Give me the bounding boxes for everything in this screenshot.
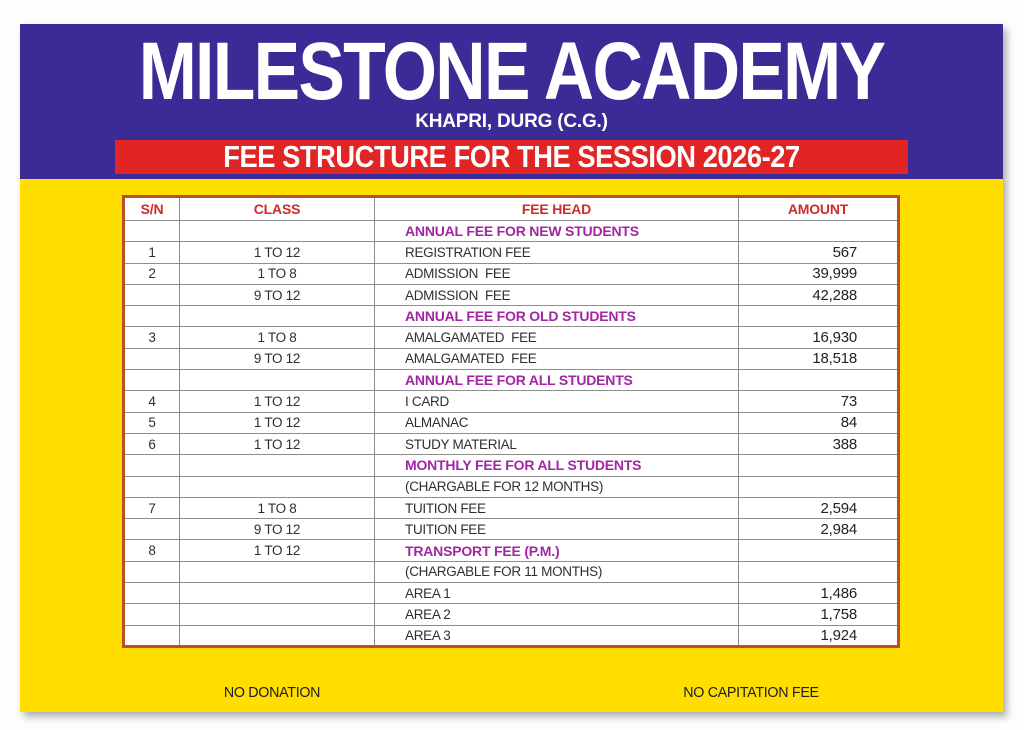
cell-amount: 2,594 [739, 497, 899, 518]
fee-table-row [124, 561, 899, 582]
cell-amount [739, 561, 899, 582]
cell-sn: 3 [124, 327, 180, 348]
fee-table-row [124, 497, 899, 518]
fee-table-row [124, 391, 899, 412]
school-location: KHAPRI, DURG (C.G.) [415, 111, 608, 132]
cell-sn [124, 561, 180, 582]
cell-fee-head: ADMISSION FEE [375, 284, 739, 305]
cell-fee-head: ALMANAC [375, 412, 739, 433]
no-donation-note: NO DONATION [223, 684, 321, 701]
cell-fee-head: (CHARGABLE FOR 12 MONTHS) [375, 476, 739, 497]
column-header-class: CLASS [180, 197, 375, 221]
fee-table-header-row [124, 197, 899, 221]
cell-sn: 6 [124, 433, 180, 454]
cell-class [180, 455, 375, 476]
cell-amount: 567 [739, 242, 899, 263]
cell-class: 1 TO 12 [180, 242, 375, 263]
cell-class: 1 TO 8 [180, 263, 375, 284]
cell-class [180, 625, 375, 646]
cell-class: 1 TO 12 [180, 391, 375, 412]
cell-class: 1 TO 12 [180, 412, 375, 433]
cell-fee-head: AREA 2 [375, 604, 739, 625]
session-banner-text: FEE STRUCTURE FOR THE SESSION 2026-27 [223, 139, 800, 174]
session-banner [115, 140, 908, 174]
fee-table-row [124, 263, 899, 284]
fee-table-row [124, 370, 899, 391]
fee-table [122, 195, 900, 648]
header-band [20, 24, 1003, 179]
cell-class [180, 370, 375, 391]
cell-fee-head: TUITION FEE [375, 519, 739, 540]
fee-table-row [124, 540, 899, 561]
cell-sn [124, 348, 180, 369]
cell-fee-head: I CARD [375, 391, 739, 412]
cell-sn: 5 [124, 412, 180, 433]
fee-table-row [124, 604, 899, 625]
cell-fee-head: REGISTRATION FEE [375, 242, 739, 263]
cell-amount [739, 306, 899, 327]
cell-amount [739, 476, 899, 497]
cell-class [180, 306, 375, 327]
cell-fee-head: MONTHLY FEE FOR ALL STUDENTS [375, 455, 739, 476]
fee-structure-poster [20, 24, 1003, 712]
cell-amount [739, 540, 899, 561]
cell-sn [124, 455, 180, 476]
column-header-amount: AMOUNT [739, 197, 899, 221]
cell-amount [739, 221, 899, 242]
cell-class [180, 583, 375, 604]
fee-table-row [124, 306, 899, 327]
cell-fee-head: STUDY MATERIAL [375, 433, 739, 454]
cell-amount: 388 [739, 433, 899, 454]
fee-table-row [124, 221, 899, 242]
cell-class: 9 TO 12 [180, 519, 375, 540]
cell-amount: 18,518 [739, 348, 899, 369]
cell-amount: 1,486 [739, 583, 899, 604]
cell-fee-head: TUITION FEE [375, 497, 739, 518]
cell-amount: 1,758 [739, 604, 899, 625]
cell-sn: 7 [124, 497, 180, 518]
cell-class: 9 TO 12 [180, 284, 375, 305]
fee-table-row [124, 242, 899, 263]
cell-fee-head: AMALGAMATED FEE [375, 348, 739, 369]
cell-class [180, 604, 375, 625]
cell-class: 1 TO 12 [180, 433, 375, 454]
cell-amount: 1,924 [739, 625, 899, 646]
cell-sn: 2 [124, 263, 180, 284]
cell-sn [124, 519, 180, 540]
fee-table-row [124, 348, 899, 369]
column-header-fee-head: FEE HEAD [375, 197, 739, 221]
cell-fee-head: ADMISSION FEE [375, 263, 739, 284]
column-header-sn: S/N [124, 197, 180, 221]
cell-fee-head: AREA 1 [375, 583, 739, 604]
cell-sn [124, 625, 180, 646]
fee-table-row [124, 433, 899, 454]
cell-sn [124, 583, 180, 604]
cell-amount: 2,984 [739, 519, 899, 540]
cell-sn [124, 221, 180, 242]
cell-fee-head: ANNUAL FEE FOR OLD STUDENTS [375, 306, 739, 327]
fee-table-row [124, 583, 899, 604]
cell-amount [739, 370, 899, 391]
fee-table-row [124, 455, 899, 476]
cell-sn [124, 284, 180, 305]
cell-sn: 4 [124, 391, 180, 412]
cell-amount: 42,288 [739, 284, 899, 305]
no-capitation-fee-note: NO CAPITATION FEE [683, 684, 819, 701]
fee-table-row [124, 476, 899, 497]
cell-fee-head: AREA 3 [375, 625, 739, 646]
cell-class [180, 561, 375, 582]
cell-sn [124, 306, 180, 327]
cell-fee-head: ANNUAL FEE FOR ALL STUDENTS [375, 370, 739, 391]
fee-table-row [124, 625, 899, 646]
cell-class: 1 TO 8 [180, 327, 375, 348]
cell-class [180, 221, 375, 242]
cell-sn: 1 [124, 242, 180, 263]
cell-class: 1 TO 12 [180, 540, 375, 561]
cell-sn [124, 370, 180, 391]
fee-table-row [124, 327, 899, 348]
cell-amount: 16,930 [739, 327, 899, 348]
fee-table-row [124, 412, 899, 433]
fee-table-row [124, 519, 899, 540]
cell-fee-head: AMALGAMATED FEE [375, 327, 739, 348]
cell-fee-head: TRANSPORT FEE (P.M.) [375, 540, 739, 561]
school-name-title: MILESTONE ACADEMY [138, 26, 885, 117]
cell-fee-head: (CHARGABLE FOR 11 MONTHS) [375, 561, 739, 582]
cell-sn [124, 604, 180, 625]
cell-amount: 39,999 [739, 263, 899, 284]
cell-class: 1 TO 8 [180, 497, 375, 518]
cell-amount: 73 [739, 391, 899, 412]
cell-class [180, 476, 375, 497]
cell-sn [124, 476, 180, 497]
fee-table-row [124, 284, 899, 305]
cell-fee-head: ANNUAL FEE FOR NEW STUDENTS [375, 221, 739, 242]
cell-sn: 8 [124, 540, 180, 561]
cell-amount [739, 455, 899, 476]
cell-class: 9 TO 12 [180, 348, 375, 369]
cell-amount: 84 [739, 412, 899, 433]
